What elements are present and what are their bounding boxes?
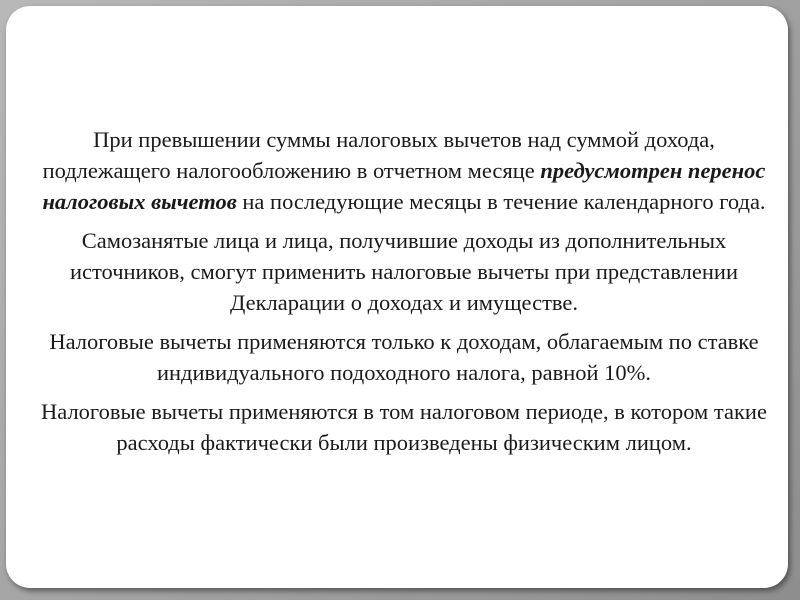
content-card [6, 6, 788, 588]
paragraph-carryover-end: на последующие месяцы в течение календарного года. [236, 189, 766, 214]
text-body [34, 124, 774, 466]
paragraph-tax-period: Налоговые вычеты применяются в том налоговом периоде, в котором такие расходы фактически были произведены физическим лицом. [41, 399, 767, 455]
paragraph-carryover-start: При превышении суммы налоговых вычетов над суммой дохода, подлежащего налогообложению в отчетном месяце [42, 127, 715, 183]
paragraph-carryover [34, 124, 774, 217]
paragraph-self-employed: Самозанятые лица и лица, получившие доходы из дополнительных источников, смогут применить налоговые вычеты при представлении Декларации о доходах и имуществе. [69, 228, 739, 315]
paragraph-tax-rate: Налоговые вычеты применяются только к доходам, облагаемым по ставке индивидуального подоходного налога, равной 10%. [49, 329, 759, 385]
paragraph-carryover-emphasis: предусмотрен перенос налоговых вычетов [42, 158, 766, 214]
